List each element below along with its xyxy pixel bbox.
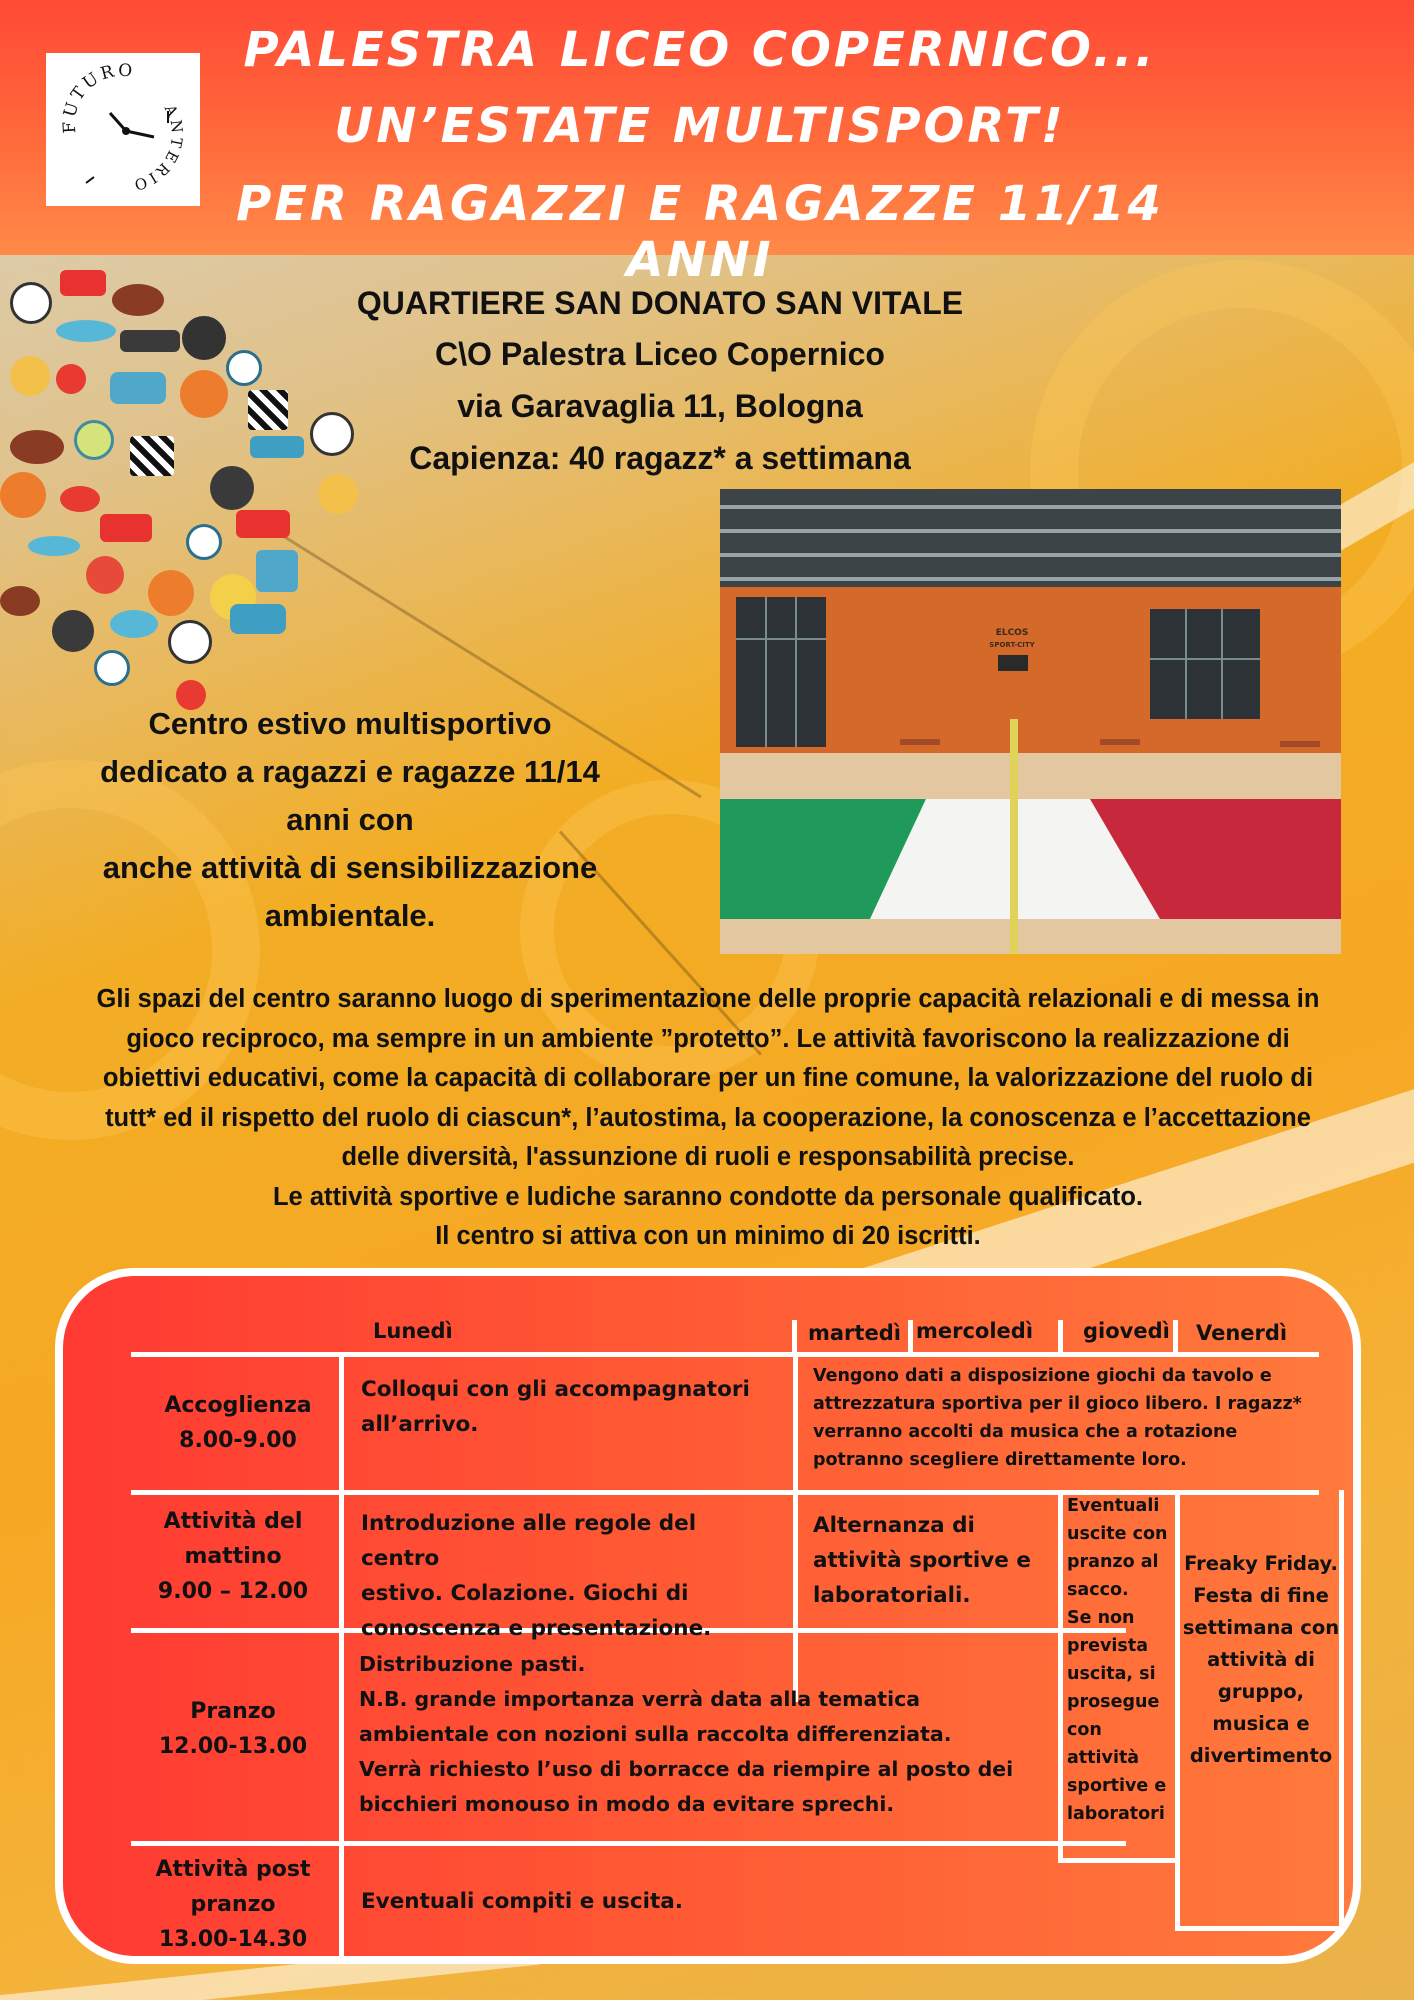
ball-icon [56,364,86,394]
svg-text:ANTERIORE: ANTERIO [129,101,187,195]
cell-line: attività [1067,1748,1140,1768]
row-label-line: 12.00-13.00 [158,1734,308,1759]
cell-line: con [1067,1720,1102,1740]
cell-line: uscita, si [1067,1664,1156,1684]
shoe-icon [110,372,166,404]
cell-accoglienza-monday [361,1372,781,1442]
clock-icon [46,53,200,206]
cell-line: estivo. Colazione. Giochi di [361,1581,689,1606]
shoe-icon [230,604,286,634]
description-line: Gli spazi del centro saranno luogo di sperimentazione delle proprie capacità relazionali e di messa in [96,985,1320,1013]
row-label-line: Pranzo [190,1699,276,1724]
table-line [131,1841,1126,1846]
description-paragraph [28,980,1388,1257]
description-line: Le attività sportive e ludiche saranno condotte da personale qualificato. [272,1182,1144,1211]
cell-line: sacco. [1067,1580,1129,1600]
svg-text:SPORT-CITY: SPORT-CITY [989,641,1035,649]
cell-accoglienza-rest-of-week [813,1362,1309,1474]
row-label-mattino [133,1504,333,1609]
row-label-line: 13.00-14.30 [158,1927,308,1952]
cell-line: Festa di fine [1193,1584,1329,1607]
whistle-icon [110,610,158,638]
header-banner [0,0,1414,288]
stopwatch-icon [94,650,130,686]
sport-icons-cluster [0,260,360,720]
cell-line: bicchieri monouso in modo da evitare sprechi. [359,1792,895,1816]
racket-icon [74,420,114,460]
cell-line: uscite con [1067,1524,1168,1544]
row-label-line: mattino [184,1544,282,1569]
svg-text:ELCOS: ELCOS [995,628,1029,638]
cell-line: Verrà richiesto l’uso di borracce da riempire al posto dei [359,1757,1014,1781]
cell-line: Vengono dati a disposizione giochi da tavolo e [813,1366,1272,1386]
intro-line: anni con [286,802,414,837]
title-line-1: PALESTRA LICEO COPERNICO... [243,22,1157,78]
cell-line: Eventuali compiti e uscita. [361,1889,683,1914]
cell-line: Se non [1067,1608,1135,1628]
cell-post-pranzo [361,1884,961,1919]
row-label-line: 9.00 – 12.00 [157,1579,309,1604]
info-location: C\O Palestra Liceo Copernico [435,336,885,372]
info-address: via Garavaglia 11, Bologna [457,388,863,424]
megaphone-icon [60,270,106,296]
soccer-ball-icon [168,620,212,664]
cell-line: laboratori [1067,1804,1165,1824]
cell-line: musica e [1212,1712,1310,1735]
goggles-icon [56,320,116,342]
cell-thursday [1067,1492,1177,1828]
intro-line: Centro estivo multisportivo [148,706,552,741]
dumbbell-icon [120,330,180,352]
megaphone-icon [236,510,290,538]
table-line [1058,1858,1178,1863]
cell-line: sportive e [1067,1776,1167,1796]
table-line [908,1320,913,1356]
cell-line: divertimento [1189,1744,1333,1767]
intro-text [50,700,650,940]
kettlebell-icon [52,610,94,652]
title-line-2: UN’ESTATE MULTISPORT! [334,98,1066,154]
football-icon [10,430,64,464]
cell-mattino-tue-wed [813,1508,1053,1613]
intro-line: ambientale. [264,898,436,933]
cell-pranzo [359,1647,1059,1822]
kettlebell-icon [210,466,254,510]
table-line [131,1352,1319,1357]
ball-icon [10,356,50,396]
title-line-3: PER RAGAZZI E RAGAZZE 11/14 ANNI [236,176,1164,288]
table-line [1058,1320,1063,1356]
description-line: gioco reciproco, ma sempre in un ambiente ”protetto”. Le attività favoriscono la realizzazione di [126,1024,1290,1053]
cell-line: verranno accolti da musica che a rotazione [813,1422,1238,1442]
megaphone-icon [100,514,152,542]
row-label-line: 8.00-9.00 [179,1428,297,1453]
cell-line: Alternanza di [813,1513,975,1538]
bowling-ball-icon [86,556,124,594]
description-line: obiettivi educativi, come la capacità di collaborare per un fine comune, la valorizzazione del ruolo di [102,1064,1314,1092]
cell-line: attività di [1207,1648,1315,1671]
gym-photo [720,489,1341,954]
table-line [792,1320,797,1356]
description-line: Il centro si attiva con un minimo di 20 iscritti. [435,1222,981,1250]
weekly-schedule [55,1268,1361,1964]
day-friday: Venerdì [1196,1321,1288,1345]
basketball-icon [180,370,228,418]
stopwatch-icon [226,350,262,386]
row-label-line: Attività del [163,1509,303,1534]
description-line: delle diversità, l'assunzione di ruoli e responsabilità precise. [341,1143,1075,1171]
football-icon [0,586,40,616]
cell-line: Introduzione alle regole del centro [361,1511,697,1571]
intro-line: dedicato a ragazzi e ragazze 11/14 [100,754,600,789]
cell-line: gruppo, [1217,1680,1305,1703]
cell-line: laboratoriali. [813,1583,971,1608]
cell-line: prosegue [1067,1692,1160,1712]
day-wednesday: mercoledì [916,1319,1034,1343]
cell-line: Eventuali [1067,1496,1160,1516]
football-icon [112,284,164,316]
cell-line: all’arrivo. [361,1412,479,1437]
row-label-line: pranzo [190,1892,276,1917]
day-monday: Lunedì [373,1319,453,1343]
cell-line: conoscenza e presentazione. [361,1616,712,1641]
goggles-icon [28,536,80,556]
basketball-icon [148,570,194,616]
row-label-post-pranzo [133,1852,333,1957]
row-label-line: Accoglienza [164,1393,312,1418]
cell-line: potranno scegliere direttamente loro. [813,1450,1187,1470]
cell-line: prevista [1067,1636,1149,1656]
cell-line: Colloqui con gli accompagnatori [361,1377,750,1402]
cell-line: Distribuzione pasti. [359,1652,586,1676]
description-line: tutt* ed il rispetto del ruolo di ciascun*, l’autostima, la cooperazione, la conoscenza e l’accettazione [105,1103,1311,1132]
cell-mattino-monday [361,1506,781,1646]
cell-line: settimana con [1182,1616,1340,1639]
day-thursday: giovedì [1083,1319,1170,1343]
cell-line: N.B. grande importanza verrà data alla tematica [359,1687,921,1711]
basketball-icon [0,472,46,518]
futuro-anteriore-logo [46,53,200,206]
table-line [1173,1320,1178,1356]
day-tuesday: martedì [808,1321,901,1345]
row-label-line: Attività post [155,1857,311,1882]
cell-line: attrezzatura sportiva per il gioco libero. I ragazz* [813,1394,1302,1414]
info-quartiere: QUARTIERE SAN DONATO SAN VITALE [356,285,964,321]
whistle-icon [60,486,100,512]
ball-icon [182,316,226,360]
checkered-flag-icon [130,436,174,476]
soccer-ball-icon [10,282,52,324]
cell-line: ambientale con nozioni sulla raccolta differenziata. [359,1722,952,1746]
cell-line: pranzo al [1067,1552,1159,1572]
cell-line: Freaky Friday. [1184,1552,1338,1575]
ping-pong-icon [318,474,358,514]
cell-friday [1181,1548,1341,1772]
cell-line: attività sportive e [813,1548,1031,1573]
stopwatch-icon [186,524,222,560]
intro-line: anche attività di sensibilizzazione [102,850,598,885]
shirt-icon [256,550,298,592]
table-line [1175,1926,1343,1931]
svg-text:FUTURO: FUTURO [59,60,136,134]
row-label-accoglienza [133,1388,343,1458]
row-label-pranzo [133,1694,333,1764]
info-capacity: Capienza: 40 ragazz* a settimana [409,440,911,476]
